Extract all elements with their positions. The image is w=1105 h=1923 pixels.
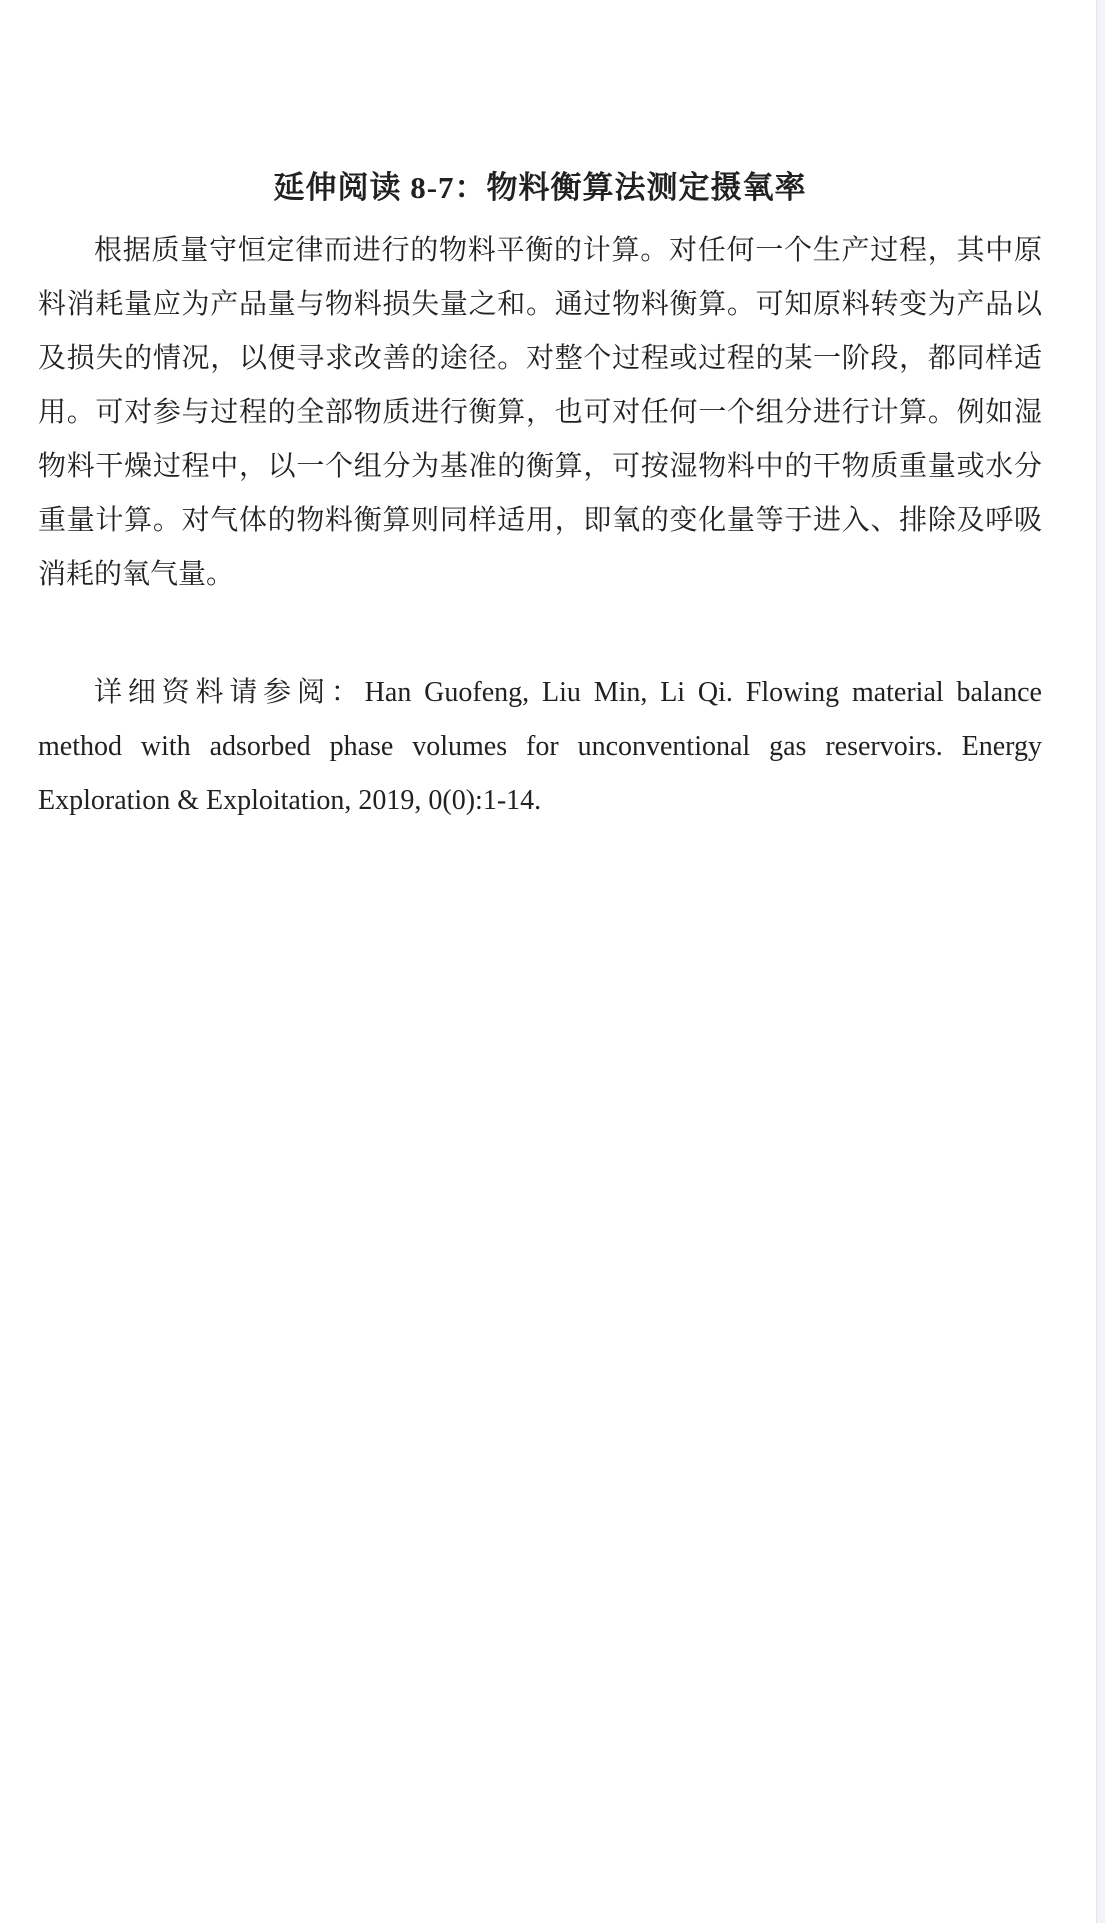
text-line: 根据质量守恒定律而进行的物料平衡的计算。对任何一个生产过程，其中原 (94, 235, 1042, 266)
reference-paragraph (38, 666, 1042, 828)
text-line: 料消耗量应为产品量与物料损失量之和。通过物料衡算。可知原料转变为产品以 (38, 289, 1042, 320)
page-edge-shadow (1096, 0, 1105, 1923)
page-content (38, 168, 1042, 828)
document-body (38, 224, 1042, 828)
text-line: 消耗的氧气量。 (38, 559, 235, 590)
text-line: 及损失的情况，以便寻求改善的途径。对整个过程或过程的某一阶段，都同样适 (38, 343, 1042, 374)
text-line: Exploration & Exploitation, 2019, 0(0):1-14. (38, 785, 542, 816)
text-line: 用。可对参与过程的全部物质进行衡算，也可对任何一个组分进行计算。例如湿 (38, 397, 1042, 428)
text-line: method with adsorbed phase volumes for unconventional gas reservoirs. Energy (38, 731, 1042, 762)
text-line: 重量计算。对气体的物料衡算则同样适用，即氧的变化量等于进入、排除及呼吸 (38, 505, 1042, 536)
document-title: 延伸阅读 8-7：物料衡算法测定摄氧率 (273, 170, 807, 205)
text-line: 详细资料请参阅：Han Guofeng, Liu Min, Li Qi. Flowing material balance (94, 677, 1042, 708)
text-line: 物料干燥过程中，以一个组分为基准的衡算，可按湿物料中的干物质重量或水分 (38, 451, 1042, 482)
body-paragraph (38, 224, 1042, 602)
